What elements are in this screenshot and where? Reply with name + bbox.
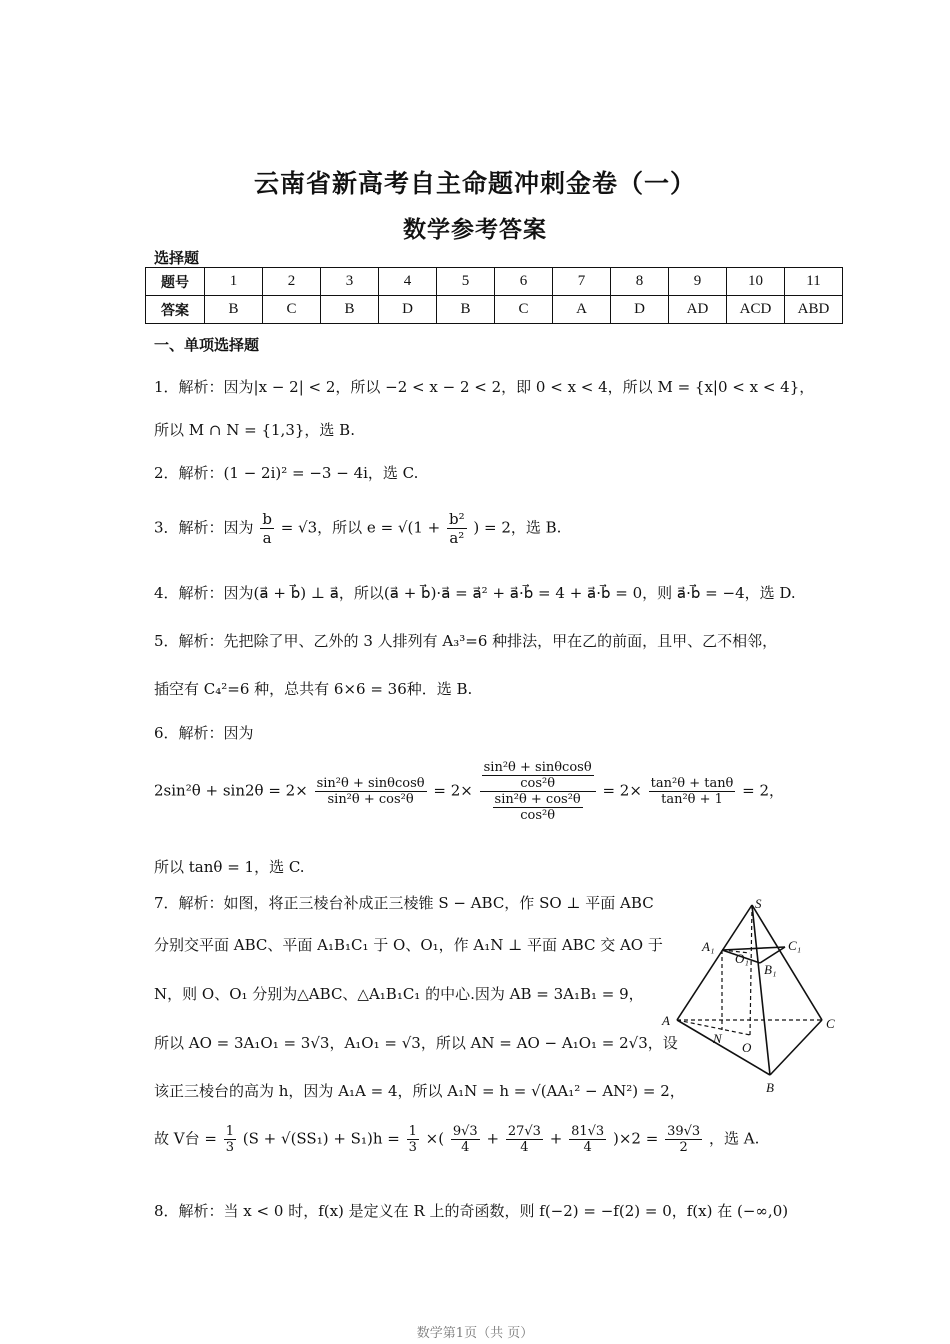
q7-line5: 该正三棱台的高为 h，因为 A₁A = 4，所以 A₁N = h = √(AA₁² − AN²) = 2，: [154, 1082, 685, 1100]
fraction-den: 3: [225, 1140, 234, 1155]
fraction-num: sin²θ + sinθcosθ: [316, 776, 425, 791]
eq-part: ，选 A.: [708, 1129, 760, 1148]
eq-part: +: [486, 1129, 500, 1148]
fraction-num: sin²θ + sinθcosθ: [483, 760, 592, 775]
fraction-3: [649, 776, 736, 807]
fraction-2: [480, 760, 596, 823]
line-SO-hidden: [750, 905, 752, 1035]
table-cell: 4: [379, 268, 437, 296]
fraction-one-third: [224, 1124, 236, 1155]
table-cell: C: [263, 296, 321, 324]
fraction-den: tan²θ + 1: [661, 792, 723, 807]
eq-part: 故 V台 =: [154, 1129, 217, 1148]
eq-part: )×2 =: [612, 1129, 659, 1148]
pyramid-figure: [650, 895, 850, 1100]
fraction-num: b²: [448, 510, 465, 528]
q6-equation: [154, 760, 784, 823]
fraction-b-over-a: [260, 510, 274, 547]
eq-part: 2sin²θ + sin2θ = 2×: [154, 781, 308, 800]
fraction-b2-over-a2: [447, 510, 467, 547]
table-cell: 1: [205, 268, 263, 296]
fraction-den: a²: [449, 529, 465, 547]
q5-line1: 5．解析：先把除了甲、乙外的 3 人排列有 A₃³=6 种排法，甲在乙的前面，且甲、乙不相邻，: [154, 632, 778, 650]
table-row-label: 题号: [146, 268, 205, 296]
eq-part: = 2，: [742, 781, 785, 800]
table-cell: 7: [553, 268, 611, 296]
exam-title: 云南省新高考自主命题冲刺金卷（一）: [253, 169, 696, 198]
eq-part: ×(: [425, 1129, 445, 1148]
label-C: C: [826, 1016, 835, 1031]
fraction-den: a: [262, 529, 272, 547]
q7-line2: 分别交平面 ABC、平面 A₁B₁C₁ 于 O、O₁，作 A₁N ⊥ 平面 ABC 交 AO 于: [154, 936, 663, 954]
table-row-label: 答案: [146, 296, 205, 324]
fraction-num: 27√3: [507, 1124, 541, 1139]
label-A1: A₁: [702, 939, 715, 954]
table-cell: B: [437, 296, 495, 324]
eq-part: +: [549, 1129, 563, 1148]
table-cell: 8: [611, 268, 669, 296]
q3-post: ) = 2，选 B.: [473, 518, 562, 537]
eq-part: (S + √(SS₁) + S₁)h =: [242, 1129, 400, 1148]
q1-line2: 所以 M ∩ N = {1,3}，选 B.: [154, 421, 355, 439]
eq-part: = 2×: [602, 781, 642, 800]
q2-line: 2．解析：(1 − 2i)² = −3 − 4i，选 C.: [154, 464, 419, 482]
table-cell: D: [379, 296, 437, 324]
q4-line: 4．解析：因为(a⃗ + b⃗) ⊥ a⃗，所以(a⃗ + b⃗)·a⃗ = a⃗² + a⃗·b⃗ = 4 + a⃗·b⃗ = 0，则 a⃗·b⃗ = −4，选 D.: [154, 584, 796, 602]
fraction-num: [480, 760, 596, 792]
fraction-term3: [569, 1124, 606, 1155]
edge-A1C1: [722, 947, 785, 950]
table-cell: AD: [669, 296, 727, 324]
edge-CB: [770, 1020, 822, 1075]
q6-line1: 6．解析：因为: [154, 724, 254, 742]
q6-line3: 所以 tanθ = 1，选 C.: [154, 858, 305, 876]
fraction-1: [315, 776, 427, 807]
section-label: 选择题: [154, 249, 200, 267]
fraction-term1: [451, 1124, 480, 1155]
table-cell: ABD: [785, 296, 843, 324]
table-cell: 9: [669, 268, 727, 296]
table-cell: A: [553, 296, 611, 324]
fraction-den: [480, 792, 596, 823]
q1-line1: 1．解析：因为|x − 2| < 2，所以 −2 < x − 2 < 2，即 0 < x < 4，所以 M = {x|0 < x < 4}，: [154, 378, 815, 396]
fraction-num: 1: [408, 1124, 417, 1139]
table-cell: 11: [785, 268, 843, 296]
table-cell: 2: [263, 268, 321, 296]
inner-fraction: [493, 792, 583, 823]
fraction-num: 9√3: [452, 1124, 478, 1139]
table-row-numbers: [146, 268, 843, 296]
fraction-den: 4: [583, 1140, 592, 1155]
q5-line2: 插空有 C₄²=6 种，总共有 6×6 = 36种．选 B.: [154, 680, 473, 698]
q7-line6: [154, 1124, 759, 1155]
q3-line: [154, 510, 561, 547]
fraction-term2: [506, 1124, 543, 1155]
table-cell: 3: [321, 268, 379, 296]
fraction-den: cos²θ: [520, 808, 556, 823]
fraction-num: sin²θ + cos²θ: [494, 792, 581, 807]
label-S: S: [755, 896, 762, 911]
answer-table: [145, 267, 843, 324]
label-A: A: [662, 1013, 670, 1028]
fraction-den: 4: [461, 1140, 470, 1155]
fraction-result: [665, 1124, 702, 1155]
table-row-answers: [146, 296, 843, 324]
fraction-one-third-2: [407, 1124, 419, 1155]
inner-fraction: [482, 760, 594, 791]
fraction-num: 81√3: [571, 1124, 605, 1139]
answer-title: 数学参考答案: [403, 217, 547, 243]
q7-line3: N，则 O、O₁ 分别为△ABC、△A₁B₁C₁ 的中心.因为 AB = 3A₁B₁ = 9，: [154, 985, 644, 1003]
table-cell: B: [205, 296, 263, 324]
q3-mid: = √3，所以 e = √(1 +: [280, 518, 441, 537]
table-cell: 5: [437, 268, 495, 296]
table-cell: 10: [727, 268, 785, 296]
page-footer: 数学第1页（共 页）: [416, 1326, 534, 1341]
fraction-num: tan²θ + tanθ: [650, 776, 734, 791]
fraction-den: 2: [679, 1140, 688, 1155]
edge-B1C1: [760, 947, 785, 963]
label-C1: C₁: [788, 938, 802, 953]
fraction-den: sin²θ + cos²θ: [327, 792, 414, 807]
fraction-num: 39√3: [667, 1124, 701, 1139]
fraction-den: 4: [520, 1140, 529, 1155]
label-B1: B₁: [764, 962, 777, 977]
table-cell: 6: [495, 268, 553, 296]
eq-part: = 2×: [433, 781, 473, 800]
label-O: O: [742, 1040, 752, 1055]
table-cell: B: [321, 296, 379, 324]
fraction-den: 3: [408, 1140, 417, 1155]
table-cell: D: [611, 296, 669, 324]
table-cell: ACD: [727, 296, 785, 324]
label-B: B: [766, 1080, 774, 1095]
label-N: N: [713, 1031, 722, 1046]
label-O1: O₁: [735, 951, 749, 966]
fraction-num: 1: [225, 1124, 234, 1139]
table-cell: C: [495, 296, 553, 324]
q7-line1: 7．解析：如图，将正三棱台补成正三棱锥 S − ABC，作 SO ⊥ 平面 ABC: [154, 894, 654, 912]
q7-line4: 所以 AO = 3A₁O₁ = 3√3，A₁O₁ = √3，所以 AN = AO − A₁O₁ = 2√3，设: [154, 1034, 678, 1052]
q8-line: 8．解析：当 x < 0 时，f(x) 是定义在 R 上的奇函数，则 f(−2) = −f(2) = 0，f(x) 在 (−∞,0): [154, 1202, 789, 1220]
fraction-num: b: [262, 510, 272, 528]
q3-pre: 3．解析：因为: [154, 518, 254, 537]
edge-AB: [677, 1020, 770, 1075]
heading-single-choice: 一、单项选择题: [154, 336, 260, 354]
fraction-den: cos²θ: [520, 776, 556, 791]
